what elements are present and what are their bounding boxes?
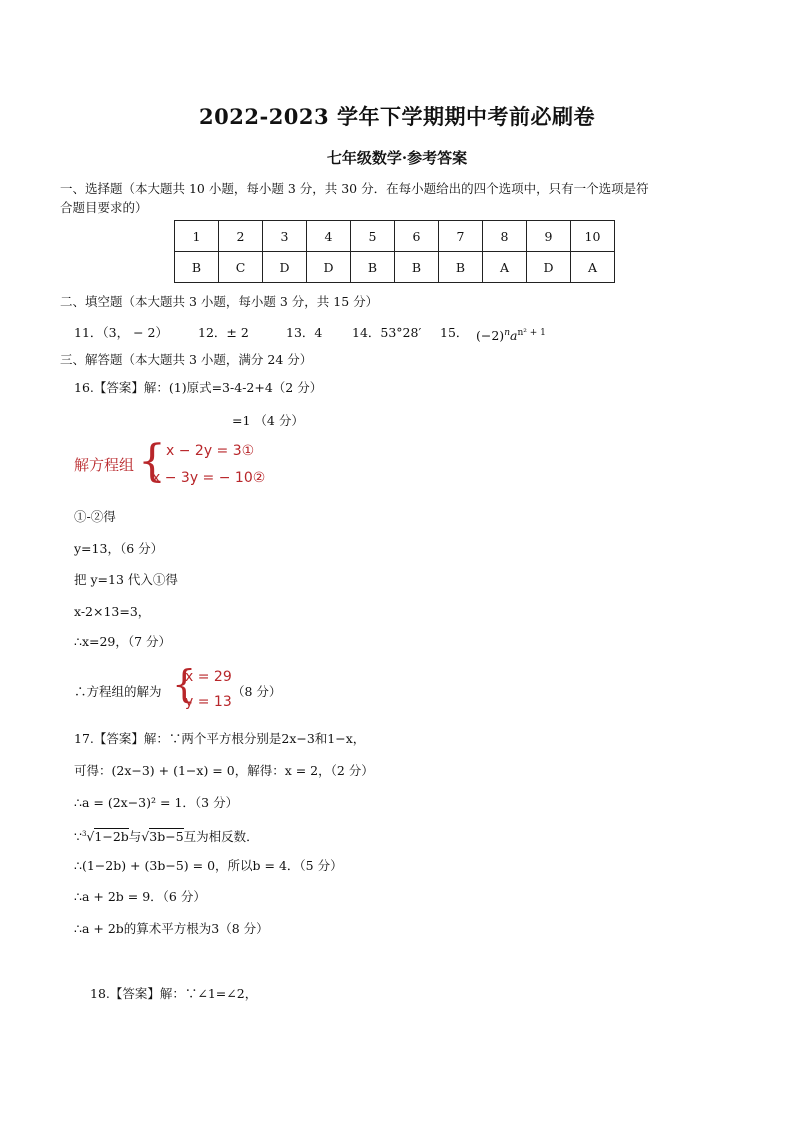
answer-15-label: 15．: [440, 325, 469, 340]
section2-heading: 二、填空题（本大题共 3 小题，每小题 3 分，共 15 分）: [60, 294, 379, 309]
answer-table-answer-row: [175, 252, 615, 283]
table-cell: B: [351, 252, 395, 283]
q17-line: ∴(1−2b) + (3b−5) = 0，所以b = 4．（5 分）: [74, 858, 343, 873]
solution-y: y = 13: [185, 694, 232, 710]
table-cell: A: [571, 252, 615, 283]
table-cell: B: [175, 252, 219, 283]
radical-icon: √: [86, 829, 95, 845]
q16-line: x-2×13=3，: [74, 604, 151, 619]
table-cell: 1: [175, 221, 219, 252]
cube-root-index: 3: [81, 830, 87, 838]
q18-line: 18.【答案】解：∵∠1=∠2，: [90, 986, 258, 1001]
table-cell: 7: [439, 221, 483, 252]
answer-12: 12．± 2: [198, 325, 249, 340]
answer-14: 14．53°28′: [352, 325, 422, 340]
answer-15-base: (−2): [476, 328, 505, 344]
page-subtitle: 七年级数学·参考答案: [326, 149, 468, 167]
q16-line: ①-②得: [74, 509, 116, 524]
page-title: 2022-2023 学年下学期期中考前必刷卷: [199, 104, 595, 129]
table-cell: 4: [307, 221, 351, 252]
equation-2: x − 3y = − 10②: [152, 470, 266, 486]
table-cell: D: [527, 252, 571, 283]
solution-label: ∴方程组的解为: [74, 684, 162, 699]
equation-1: x − 2y = 3①: [166, 443, 255, 459]
q16-line: =1 （4 分）: [232, 413, 304, 428]
q17-line-radicals: [74, 826, 259, 845]
section1-heading-cont: 合题目要求的）: [60, 200, 148, 215]
q17-line: 可得：(2x−3) + (1−x) = 0，解得：x = 2，（2 分）: [74, 763, 374, 778]
radicand-1: 1−2b: [94, 829, 129, 845]
left-brace-icon: {: [172, 662, 197, 706]
answer-11: 11．（3， − 2）: [74, 325, 168, 340]
left-brace-icon: {: [138, 436, 166, 487]
q16-line: ∴x=29，（7 分）: [74, 634, 172, 649]
radical-icon: √: [141, 829, 150, 845]
solution-score: （8 分）: [232, 684, 282, 699]
answer-table-number-row: [175, 221, 615, 252]
q16-line: 16.【答案】解：(1)原式=3-4-2+4（2 分）: [74, 380, 323, 395]
table-cell: 3: [263, 221, 307, 252]
conclusion-text: 互为相反数．: [183, 829, 259, 845]
table-cell: 8: [483, 221, 527, 252]
system-label: 解方程组: [74, 456, 135, 474]
section3-heading: 三、解答题（本大题共 3 小题，满分 24 分）: [60, 352, 313, 367]
because-symbol: ∵: [74, 829, 82, 845]
answer-15-exponent: n: [504, 328, 510, 338]
answer-15-variable: a: [509, 328, 518, 344]
table-cell: C: [219, 252, 263, 283]
table-cell: 5: [351, 221, 395, 252]
q17-line: 17.【答案】解：∵两个平方根分别是2x−3和1−x，: [74, 731, 366, 746]
answer-15-exponent: n² + 1: [517, 328, 546, 338]
connector-text: 与: [128, 829, 142, 845]
table-cell: 2: [219, 221, 263, 252]
table-cell: A: [483, 252, 527, 283]
table-cell: 6: [395, 221, 439, 252]
radicand-2: 3b−5: [149, 829, 184, 845]
q17-line: ∴a + 2b的算术平方根为3（8 分）: [74, 921, 269, 936]
table-cell: D: [307, 252, 351, 283]
table-cell: D: [263, 252, 307, 283]
answer-table: [174, 220, 615, 283]
q17-line: ∴a = (2x−3)² = 1．（3 分）: [74, 795, 239, 810]
table-cell: B: [439, 252, 483, 283]
q16-line: 把 y=13 代入①得: [74, 572, 178, 587]
section1-heading: 一、选择题（本大题共 10 小题，每小题 3 分，共 30 分．在每小题给出的四个选项中，只有一个选项是符: [60, 181, 649, 196]
q16-line: y=13，（6 分）: [74, 541, 164, 556]
q17-line: ∴a + 2b = 9．（6 分）: [74, 889, 206, 904]
table-cell: B: [395, 252, 439, 283]
answer-15-expression: [476, 325, 546, 344]
table-cell: 10: [571, 221, 615, 252]
table-cell: 9: [527, 221, 571, 252]
answer-13: 13．4: [286, 325, 323, 340]
solution-x: x = 29: [185, 669, 232, 685]
